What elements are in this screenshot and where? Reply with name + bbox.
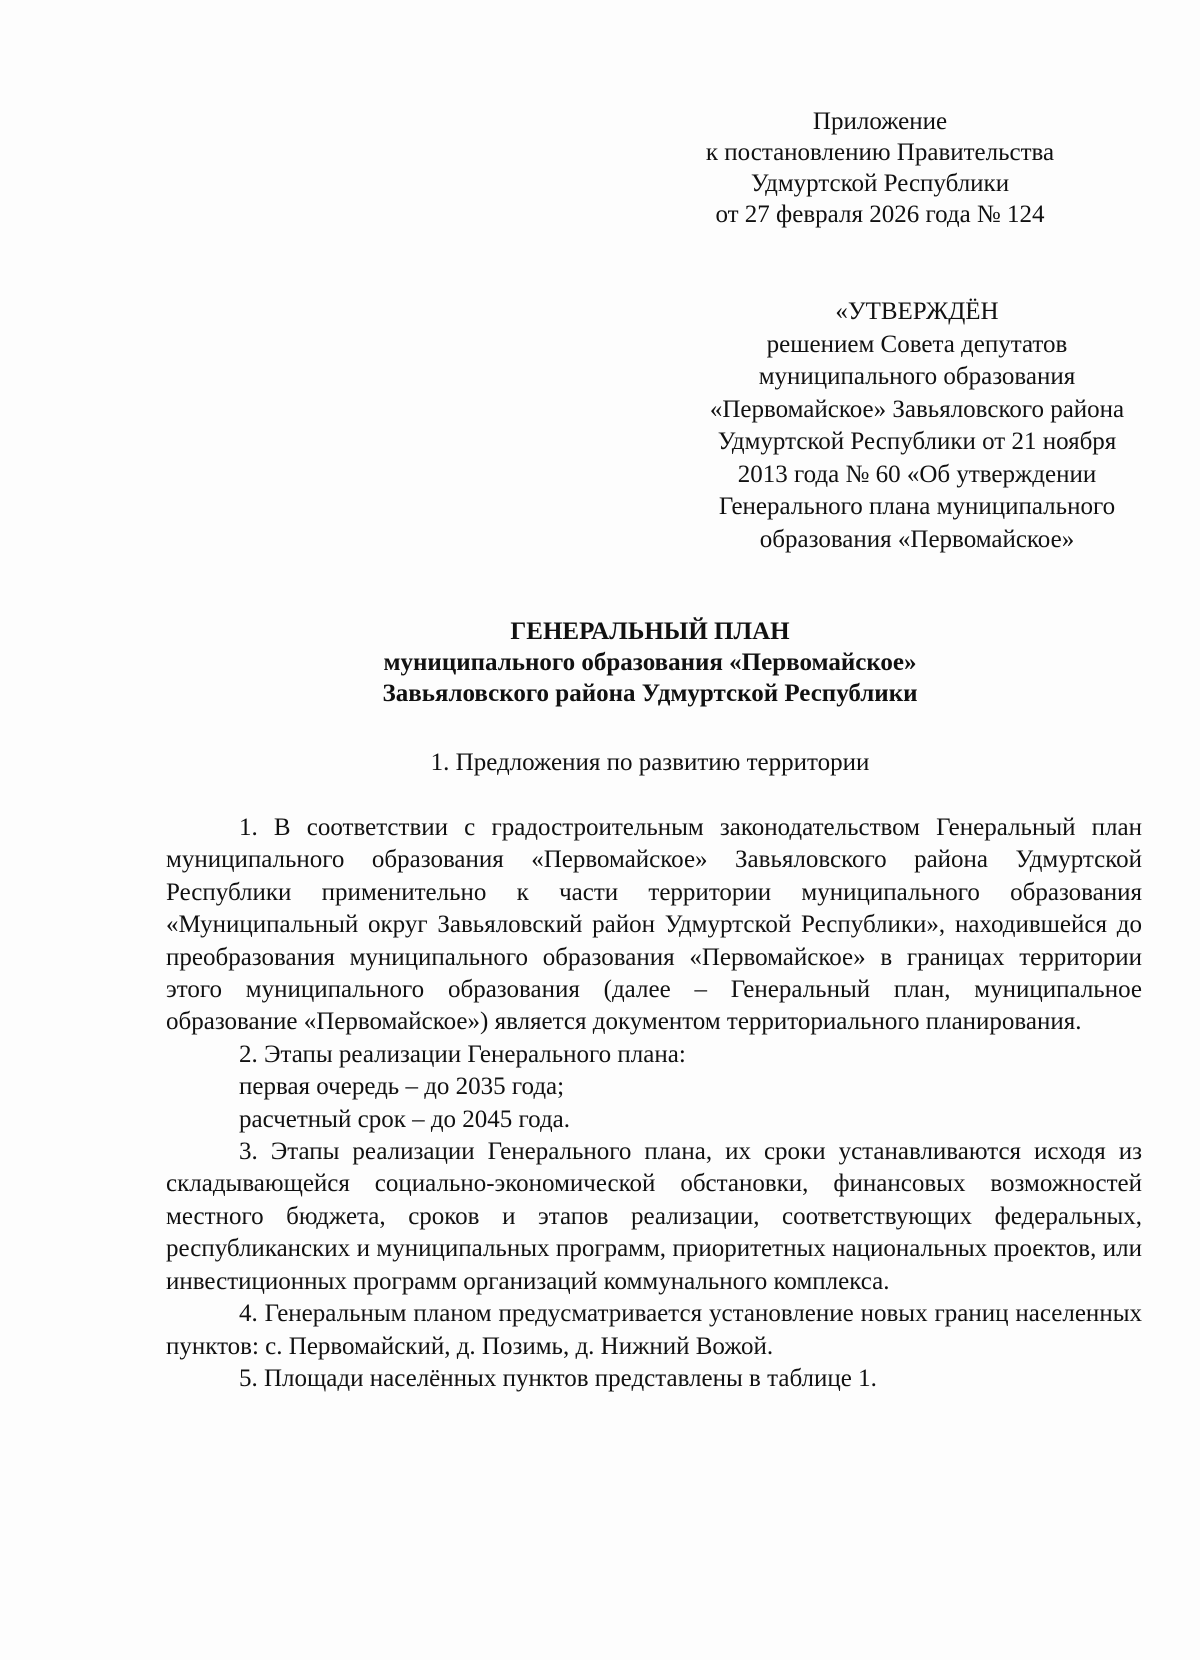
approved-line-1: «УТВЕРЖДЁН: [835, 298, 999, 325]
title-line-3: Завьяловского района Удмуртской Республики: [382, 680, 918, 707]
approved-line-3: муниципального образования: [758, 363, 1076, 390]
approved-line-6: 2013 года № 60 «Об утверждении: [737, 460, 1097, 488]
document-title: [160, 616, 1140, 709]
approved-line-8: образования «Первомайское»: [759, 525, 1075, 553]
appendix-header: [670, 106, 1090, 230]
appendix-line-1: Приложение: [812, 108, 948, 135]
paragraph-2-item-1: первая очередь – до 2035 года;: [239, 1073, 565, 1101]
appendix-line-4: от 27 февраля 2026 года № 124: [715, 201, 1045, 228]
approved-line-5: Удмуртской Республики от 21 ноября: [717, 428, 1117, 455]
approval-stamp-block: [672, 296, 1162, 556]
appendix-line-2: к постановлению Правительства: [705, 139, 1055, 166]
approved-line-4: «Первомайское» Завьяловского района: [709, 395, 1125, 423]
paragraph-1: 1. В соответствии с градостроительным законодательством Генеральный план муниципального образования «Первомайское» Завьяловского района Удмуртской Республики применительно к части территории муниципального образования «Муниципальный округ Завьяловский район Удмуртской Республики», находившейся до преобразования муниципального образования «Первомайское» в границах территории этого муниципального образования (далее – Генеральный план, муниципальное образование «Первомайское») является документом территориального планирования.: [166, 814, 1142, 1036]
appendix-line-3: Удмуртской Республики: [750, 170, 1010, 197]
paragraph-4: 4. Генеральным планом предусматривается установление новых границ населенных пунктов: с. Первомайский, д. Позимь, д. Нижний Вожой.: [166, 1300, 1142, 1360]
title-line-1: ГЕНЕРАЛЬНЫЙ ПЛАН: [510, 618, 790, 645]
paragraph-2: 2. Этапы реализации Генерального плана:: [239, 1040, 686, 1068]
approved-line-7: Генерального плана муниципального: [718, 493, 1116, 520]
paragraph-3: 3. Этапы реализации Генерального плана, их сроки устанавливаются исходя из складывающейся социально-экономической обстановки, финансовых возможностей местного бюджета, сроков и этапов реализации, соответствующих федеральных, республиканских и муниципальных программ, приоритетных национальных проектов, или инвестиционных программ организаций коммунального комплекса.: [166, 1138, 1142, 1295]
approved-line-2: решением Совета депутатов: [766, 330, 1068, 358]
paragraph-5: 5. Площади населённых пунктов представлены в таблице 1.: [239, 1364, 877, 1392]
section-heading: 1. Предложения по развитию территории: [430, 749, 870, 776]
document-body: [166, 812, 1142, 1395]
paragraph-2-item-2: расчетный срок – до 2045 года.: [239, 1105, 571, 1133]
title-line-2: муниципального образования «Первомайское»: [383, 649, 917, 676]
